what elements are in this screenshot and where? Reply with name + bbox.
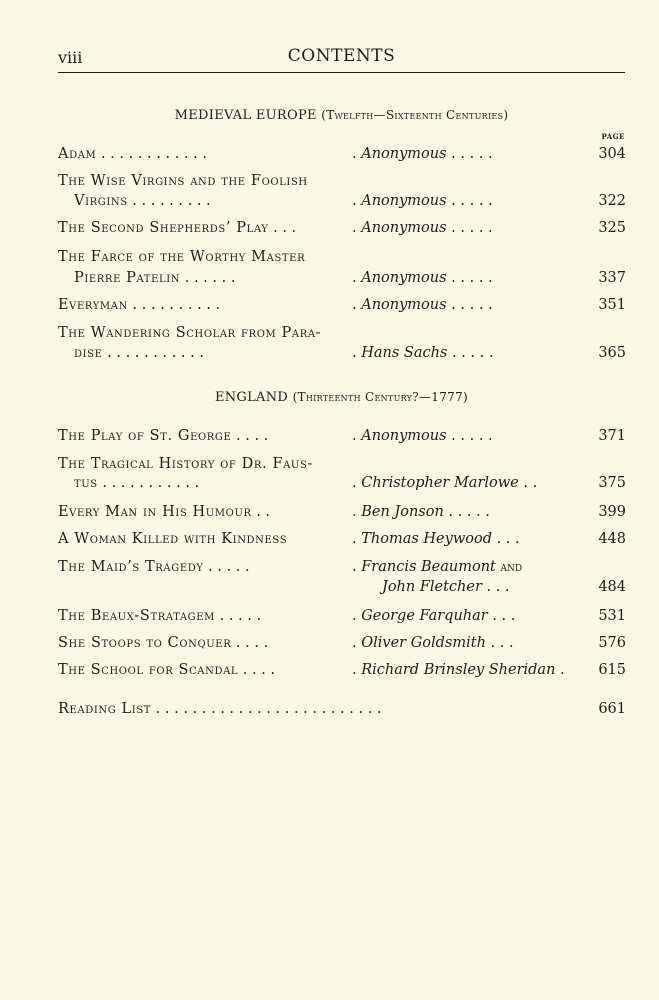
toc-entry-title[interactable]: She Stoops to Conquer . . . . [58, 635, 269, 651]
running-title: CONTENTS [287, 46, 396, 66]
toc-entry-author: . Francis Beaumont and [352, 559, 523, 575]
section-title: MEDIEVAL EUROPE [174, 108, 317, 123]
toc-entry-title[interactable]: The Wandering Scholar from Para- [58, 325, 322, 341]
toc-entry-title[interactable]: The School for Scandal . . . . [58, 662, 276, 678]
toc-entry-author: . George Farquhar . . . [352, 608, 516, 624]
toc-entry-page: 375 [598, 475, 626, 491]
reading-list-entry[interactable]: Reading List . . . . . . . . . . . . . . . . . . . . . . . . . [58, 701, 382, 717]
toc-entry-author: . Anonymous . . . . . [352, 146, 493, 162]
toc-entry-title[interactable]: The Farce of the Worthy Master [58, 249, 306, 265]
toc-entry-page: 371 [598, 428, 626, 444]
toc-entry-page: 351 [598, 297, 626, 313]
section-title: ENGLAND [214, 390, 289, 405]
toc-entry-author: . Anonymous . . . . . [352, 297, 493, 313]
toc-entry-title[interactable]: Every Man in His Humour . . [58, 504, 271, 520]
toc-entry-page: 304 [598, 146, 626, 162]
toc-entry-author: . Hans Sachs . . . . . [352, 345, 494, 361]
toc-entry-author: . Thomas Heywood . . . [352, 531, 520, 547]
toc-entry-page: 322 [598, 193, 626, 209]
toc-entry-title[interactable]: The Beaux-Stratagem . . . . . [58, 608, 262, 624]
toc-entry-page: 337 [598, 270, 626, 286]
section-subtitle: (Twelfth—Sixteenth Centuries) [321, 108, 509, 122]
header-rule [58, 72, 625, 73]
toc-entry-page: 325 [598, 220, 626, 236]
toc-entry-page: 484 [598, 579, 626, 595]
reading-list-page: 661 [598, 701, 626, 717]
toc-entry-title[interactable]: The Tragical History of Dr. Faus- [58, 456, 313, 472]
toc-entry-author: . Anonymous . . . . . [352, 428, 493, 444]
toc-entry-title[interactable]: Adam . . . . . . . . . . . . [58, 146, 207, 162]
toc-entry-author: . Anonymous . . . . . [352, 220, 493, 236]
toc-entry-title[interactable]: The Wise Virgins and the Foolish [58, 173, 308, 189]
toc-entry-title[interactable]: The Second Shepherds’ Play . . . [58, 220, 297, 236]
toc-entry-author-cont: John Fletcher . . . [382, 579, 510, 595]
toc-entry-title-cont[interactable]: dise . . . . . . . . . . . [74, 345, 204, 361]
toc-entry-author: . Christopher Marlowe . . [352, 475, 538, 491]
page-number: viii [58, 48, 83, 67]
toc-entry-title-cont[interactable]: Pierre Patelin . . . . . . [74, 270, 236, 286]
section-heading-england [58, 390, 625, 405]
toc-entry-page: 448 [598, 531, 626, 547]
toc-entry-title-cont[interactable]: Virgins . . . . . . . . . [74, 193, 211, 209]
toc-entry-author: . Anonymous . . . . . [352, 193, 493, 209]
toc-entry-author: . Oliver Goldsmith . . . [352, 635, 514, 651]
toc-entry-author: . Richard Brinsley Sheridan . [352, 662, 565, 678]
running-header [58, 44, 625, 74]
toc-entry-author: . Anonymous . . . . . [352, 270, 493, 286]
section-subtitle: (Thirteenth Century?—1777) [292, 390, 469, 404]
toc-entry-page: 399 [598, 504, 626, 520]
toc-entry-page: 365 [598, 345, 626, 361]
toc-entry-page: 531 [598, 608, 626, 624]
toc-entry-author: . Ben Jonson . . . . . [352, 504, 490, 520]
toc-entry-page: 576 [598, 635, 626, 651]
toc-entry-title[interactable]: The Maid’s Tragedy . . . . . [58, 559, 250, 575]
section-heading-medieval [58, 108, 625, 123]
toc-entry-title[interactable]: Everyman . . . . . . . . . . [58, 297, 221, 313]
toc-entry-page: 615 [598, 662, 626, 678]
toc-entry-title[interactable]: The Play of St. George . . . . [58, 428, 269, 444]
toc-entry-title[interactable]: A Woman Killed with Kindness [58, 531, 288, 547]
page-column-label: PAGE [601, 132, 625, 141]
toc-entry-title-cont[interactable]: tus . . . . . . . . . . . [74, 475, 200, 491]
